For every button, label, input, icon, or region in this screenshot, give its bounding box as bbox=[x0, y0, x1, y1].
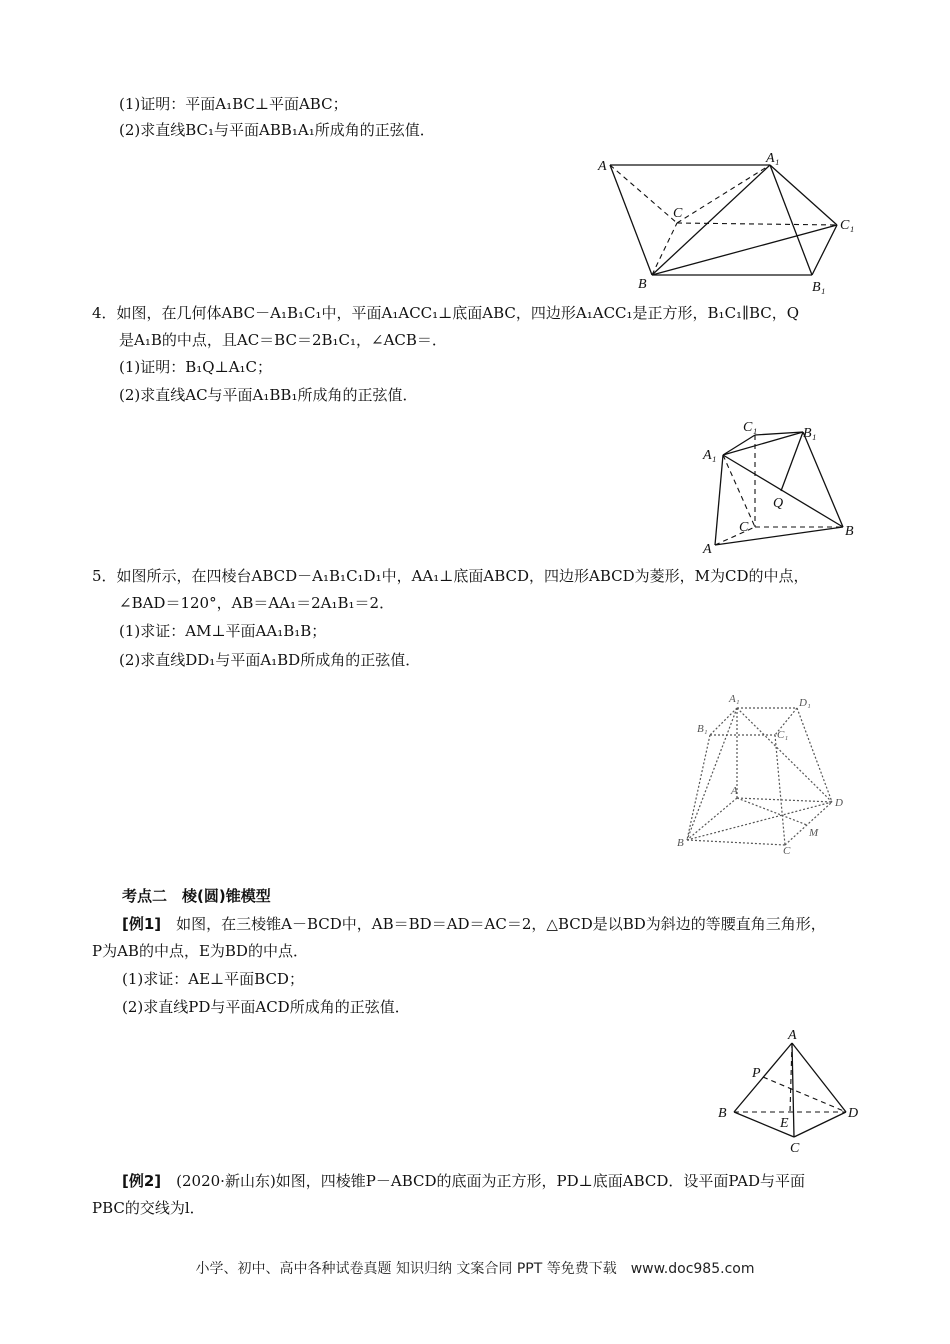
figure-prism-3 bbox=[590, 150, 870, 295]
ex1-fig-label-C: C bbox=[790, 1141, 800, 1155]
ex1-fig-label-A: A bbox=[788, 1028, 797, 1043]
fig5-label-C: C bbox=[783, 845, 791, 855]
fig4-label-B: B bbox=[845, 524, 854, 539]
p4-part1: (1)证明：B₁Q⊥A₁C； bbox=[119, 358, 273, 376]
ex1-fig-label-P: P bbox=[752, 1066, 761, 1081]
fig5-label-A: A bbox=[731, 785, 738, 797]
p4-stem-line2: 是A₁B的中点，且AC＝BC＝2B₁C₁，∠ACB＝． bbox=[119, 331, 447, 349]
p5-part2: (2)求直线DD₁与平面A₁BD所成角的正弦值． bbox=[119, 651, 421, 669]
p5-stem-line1: 5．如图所示，在四棱台ABCD－A₁B₁C₁D₁中，AA₁⊥底面ABCD，四边形ABCD为菱形，M为CD的中点， bbox=[92, 567, 809, 585]
fig4-label-C: C bbox=[739, 520, 749, 535]
p3-part1: (1)证明：平面A₁BC⊥平面ABC； bbox=[119, 95, 348, 113]
figure-frustum-5 bbox=[675, 690, 855, 855]
fig5-label-B: B bbox=[677, 837, 684, 849]
fig3-label-A: A bbox=[598, 159, 607, 174]
figure-tetrahedron-ex1 bbox=[712, 1025, 867, 1155]
p3-part2: (2)求直线BC₁与平面ABB₁A₁所成角的正弦值． bbox=[119, 121, 435, 139]
fig5-label-M: M bbox=[809, 827, 819, 839]
fig5-label-D: D bbox=[835, 797, 843, 809]
figure-solid-4 bbox=[695, 415, 865, 560]
ex1-fig-label-B: B bbox=[718, 1106, 727, 1121]
ex1-stem-line1 bbox=[122, 914, 826, 934]
fig3-label-A1: A₁ bbox=[766, 151, 780, 166]
fig4-label-Q: Q bbox=[773, 496, 784, 511]
ex2-tag: [例2] bbox=[122, 1172, 162, 1190]
fig5-label-A1: A₁ bbox=[729, 693, 740, 705]
fig3-label-B1: B₁ bbox=[812, 280, 826, 295]
ex2-stem-line1 bbox=[122, 1171, 805, 1191]
fig5-label-B1: B₁ bbox=[697, 723, 708, 735]
ex1-part1: (1)求证：AE⊥平面BCD； bbox=[122, 970, 304, 988]
fig5-label-D1: D₁ bbox=[799, 697, 811, 709]
ex1-stem-line2: P为AB的中点，E为BD的中点． bbox=[92, 942, 308, 960]
fig3-label-C1: C₁ bbox=[840, 218, 855, 233]
fig4-label-C1: C₁ bbox=[743, 420, 758, 435]
ex1-tag: [例1] bbox=[122, 915, 162, 933]
p5-part1: (1)求证：AM⊥平面AA₁B₁B； bbox=[119, 622, 327, 640]
section-heading: 考点二 棱(圆)锥模型 bbox=[122, 887, 271, 905]
ex2-stem-line2: PBC的交线为l． bbox=[92, 1199, 205, 1217]
fig4-label-A: A bbox=[703, 542, 712, 557]
fig5-label-C1: C₁ bbox=[777, 729, 789, 741]
ex1-fig-label-E: E bbox=[780, 1116, 789, 1131]
p5-stem-line2: ∠BAD＝120°，AB＝AA₁＝2A₁B₁＝2． bbox=[119, 594, 395, 612]
p4-stem-line1: 4．如图，在几何体ABC－A₁B₁C₁中，平面A₁ACC₁⊥底面ABC，四边形A₁ACC₁是正方形，B₁C₁∥BC，Q bbox=[92, 304, 800, 322]
fig4-label-A1: A₁ bbox=[703, 448, 717, 463]
fig4-label-B1: B₁ bbox=[803, 426, 817, 441]
ex1-stem-text: 如图，在三棱锥A－BCD中，AB＝BD＝AD＝AC＝2，△BCD是以BD为斜边的等腰直角三角形， bbox=[161, 915, 826, 933]
p4-part2: (2)求直线AC与平面A₁BB₁所成角的正弦值． bbox=[119, 386, 418, 404]
ex1-part2: (2)求直线PD与平面ACD所成角的正弦值． bbox=[122, 998, 410, 1016]
fig3-label-C: C bbox=[673, 206, 683, 221]
fig3-label-B: B bbox=[638, 277, 647, 292]
ex2-stem-text: (2020·新山东)如图，四棱锥P－ABCD的底面为正方形，PD⊥底面ABCD．设平面PAD与平面 bbox=[161, 1172, 805, 1190]
ex1-fig-label-D: D bbox=[848, 1106, 859, 1121]
footer-banner: 小学、初中、高中各种试卷真题 知识归纳 文案合同 PPT 等免费下载 www.doc985.com bbox=[195, 1261, 755, 1277]
